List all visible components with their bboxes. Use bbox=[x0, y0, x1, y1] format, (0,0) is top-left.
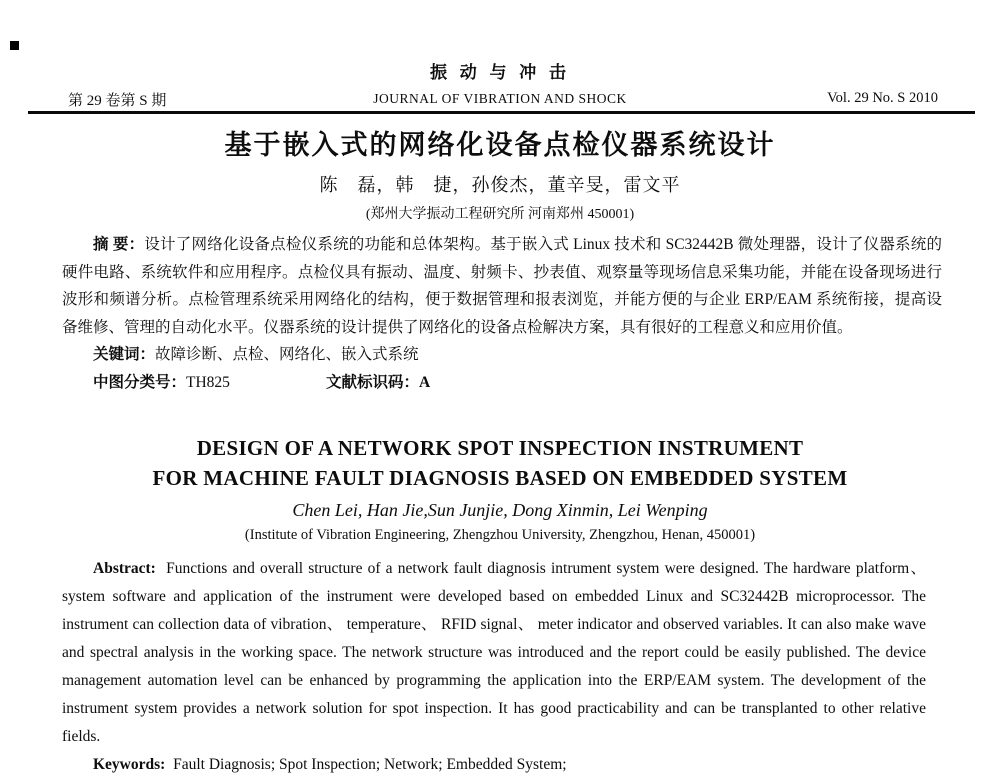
scan-artifact-mark bbox=[10, 41, 19, 50]
abstract-cn-label: 摘 要： bbox=[93, 236, 145, 253]
abstract-en bbox=[62, 555, 926, 751]
abstract-cn bbox=[62, 231, 942, 341]
paper-title-en-line1: DESIGN OF A NETWORK SPOT INSPECTION INSTRUMENT bbox=[196, 436, 804, 460]
doc-code-label: 文献标识码： bbox=[325, 373, 419, 391]
abstract-en-label: Abstract: bbox=[93, 560, 156, 577]
authors-cn: 陈 磊，韩 捷，孙俊杰，董辛旻，雷文平 bbox=[319, 175, 681, 195]
keywords-cn-label: 关键词： bbox=[93, 346, 156, 363]
clc-value: TH825 bbox=[186, 373, 230, 391]
abstract-en-text: Functions and overall structure of a network fault diagnosis intrument system were designed. The hardware platform、 system software and application of the instrument were developed based on embedded Linux and SC32442B microprocessor. The instrument can collection data of vibration、 temperature、 RFID signal、 meter indicator and observed variables. It can also make wave and spectral analysis in the working space. The network structure was introduced and the report could be easily published. The device management automation level can be enhanced by programming the application into the ERP/EAM system. The development of the instrument system provides a network solution for spot inspection. It has good practicability and can be transplanted to other relative fields. bbox=[62, 560, 926, 745]
chinese-abstract-section bbox=[62, 231, 942, 396]
affiliation-en: (Institute of Vibration Engineering, Zhengzhou University, Zhengzhou, Henan, 450001) bbox=[244, 527, 756, 543]
abstract-cn-text: 设计了网络化设备点检仪系统的功能和总体架构。基于嵌入式 Linux 技术和 SC32442B 微处理器，设计了仪器系统的硬件电路、系统软件和应用程序。点检仪具有振动、温度、射频卡、抄表值、观察量等现场信息采集功能，并能在设备现场进行波形和频谱分析。点检管理系统采用网络化的结构，便于数据管理和报表浏览，并能方便的与企业 ERP/EAM 系统衔接，提高设备维修、管理的自动化水平。仪器系统的设计提供了网络化的设备点检解决方案，具有很好的工程意义和应用价值。 bbox=[62, 236, 942, 336]
keywords-cn bbox=[62, 341, 942, 369]
authors-en: Chen Lei, Han Jie,Sun Junjie, Dong Xinmin, Lei Wenping bbox=[292, 500, 708, 520]
header-divider-rule bbox=[28, 111, 975, 114]
journal-title-cn: 振 动 与 冲 击 bbox=[430, 63, 570, 82]
classification-line bbox=[62, 369, 942, 397]
paper-title-cn: 基于嵌入式的网络化设备点检仪器系统设计 bbox=[224, 130, 776, 160]
keywords-en-spacer bbox=[165, 756, 173, 773]
clc-label: 中图分类号： bbox=[93, 373, 187, 391]
paper-title-en bbox=[0, 433, 1000, 493]
keywords-en bbox=[62, 751, 926, 779]
keywords-en-label: Keywords: bbox=[93, 756, 166, 773]
english-abstract-section bbox=[62, 555, 926, 779]
abstract-en-text-spacer bbox=[156, 560, 166, 577]
paper-title-en-line2: FOR MACHINE FAULT DIAGNOSIS BASED ON EMBEDDED SYSTEM bbox=[152, 466, 848, 490]
doc-code-value: A bbox=[418, 373, 431, 391]
keywords-en-text: Fault Diagnosis; Spot Inspection; Network; Embedded System; bbox=[173, 756, 567, 773]
keywords-cn-text: 故障诊断、点检、网络化、嵌入式系统 bbox=[155, 346, 419, 363]
issue-info-en: Vol. 29 No. S 2010 bbox=[827, 90, 938, 106]
journal-title-en: JOURNAL OF VIBRATION AND SHOCK bbox=[373, 91, 627, 106]
issue-info-cn: 第 29 卷第 S 期 bbox=[68, 93, 167, 109]
affiliation-cn: (郑州大学振动工程研究所 河南郑州 450001) bbox=[365, 207, 635, 222]
